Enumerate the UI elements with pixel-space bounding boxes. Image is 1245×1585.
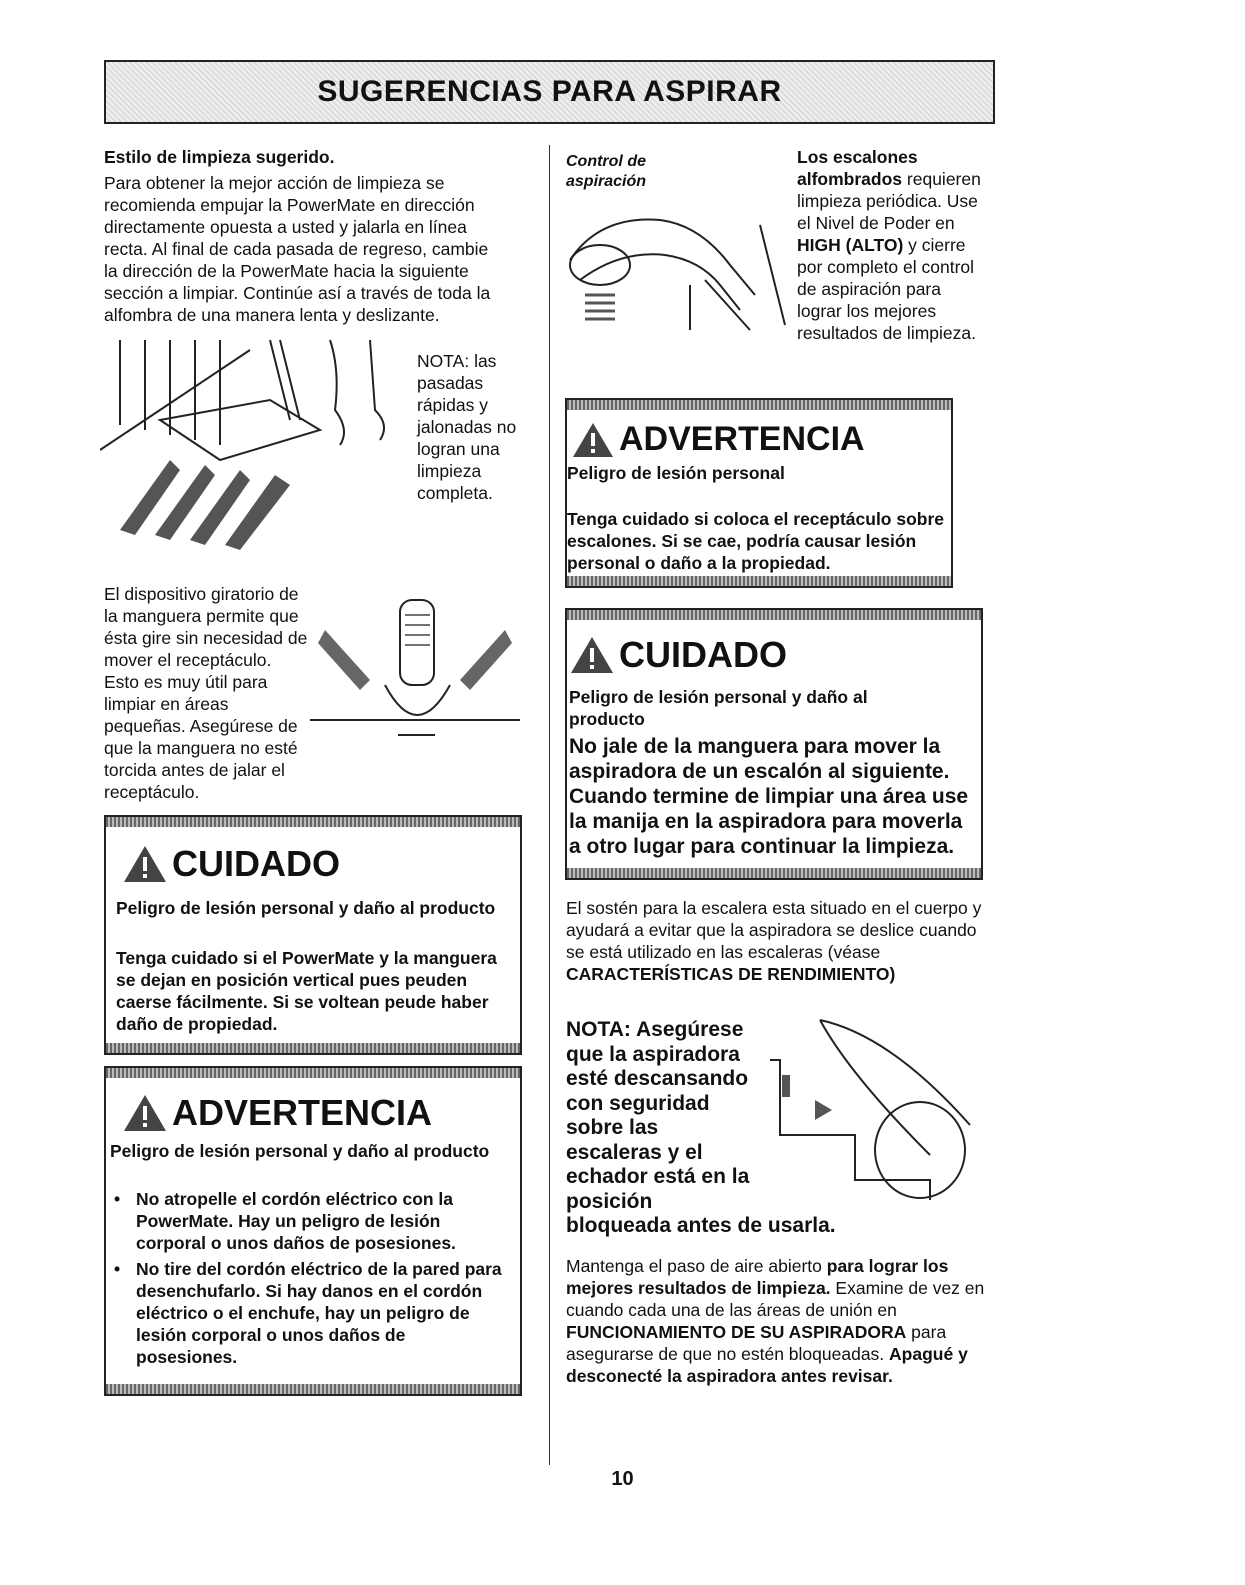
- caution-text: No jale de la manguera para mover la aspiradora de un escalón al siguiente. Cuando termine de limpiar una área use la manija en la aspiradora para moverla a otro lugar para continuar la limpieza.: [569, 735, 969, 858]
- nota-block: [417, 350, 527, 504]
- holder-text: El sostén para la escalera esta situado en el cuerpo y ayudará a evitar que la aspiradora se deslice cuando se está utilizado en las escaleras (véase CARACTERÍSTICAS DE RENDIMIENTO): [566, 898, 982, 984]
- suction-control-illustration: [560, 185, 790, 335]
- style-text: Para obtener la mejor acción de limpieza se recomienda empujar la PowerMate en dirección directamente opuesta a usted y jalarla en línea recta. Al final de cada pasada de regreso, cambie la dirección de la PowerMate hacia la siguiente sección a limpiar. Continúe así a través de toda la alfombra de una manera lenta y deslizante.: [104, 173, 491, 325]
- column-divider: [549, 145, 550, 1465]
- nota-label: NOTA:: [417, 351, 470, 371]
- control-label: Control de aspiración: [566, 153, 647, 190]
- caution-box-right: [565, 608, 983, 880]
- caution-text: Tenga cuidado si el PowerMate y la manguera se dejan en posición vertical pues peuden caerse fácilmente. Si se voltean peude haber daño de propiedad.: [116, 948, 497, 1034]
- warning-text: Tenga cuidado si coloca el receptáculo sobre escalones. Si se cae, podría causar lesión personal o daño a la propiedad.: [567, 509, 945, 573]
- warning-heading: ADVERTENCIA: [571, 420, 865, 459]
- powermate-carpet-illustration: [100, 330, 400, 555]
- style-title: Estilo de limpieza sugerido.: [104, 147, 335, 167]
- caution-subtitle: Peligro de lesión personal y daño al producto: [116, 898, 496, 918]
- warning-triangle-icon: [122, 844, 168, 884]
- page-number: 10: [611, 1468, 634, 1490]
- warning-box-right: [565, 398, 953, 588]
- page-header-banner: [104, 60, 995, 124]
- warning-subtitle: Peligro de lesión personal: [567, 463, 785, 483]
- warning-list: [110, 1188, 505, 1372]
- stairs-text: Los escalones alfombrados requieren limpieza periódica. Use el Nivel de Poder en HIGH (ALTO) y cierre por completo el control de aspiración para lograr los mejores resultados de limpieza.: [797, 147, 981, 343]
- hose-swivel-illustration: [310, 595, 525, 755]
- stair-holder-illustration: [760, 1015, 985, 1205]
- warning-box-left: [104, 1066, 522, 1396]
- caution-heading: CUIDADO: [569, 634, 787, 676]
- page-title: SUGERENCIAS PARA ASPIRAR: [317, 75, 782, 108]
- warning-triangle-icon: [569, 635, 615, 675]
- warning-subtitle: Peligro de lesión personal y daño al producto: [110, 1141, 490, 1161]
- warning-heading: ADVERTENCIA: [122, 1092, 432, 1134]
- caution-heading: CUIDADO: [122, 843, 340, 885]
- warning-triangle-icon: [122, 1093, 168, 1133]
- warning-triangle-icon: [571, 421, 615, 459]
- nota-stairs: NOTA: Asegúrese que la aspiradora esté descansando con seguridad sobre las escaleras y el echador está en la posición bloqueada antes de usarla.: [566, 1018, 836, 1237]
- caution-box-left: [104, 815, 522, 1055]
- airflow-text: Mantenga el paso de aire abierto para lograr los mejores resultados de limpieza. Examine de vez en cuando cada una de las áreas de unión en FUNCIONAMIENTO DE SU ASPIRADORA para asegurarse de que no estén bloqueadas. Apagué y desconecté la aspiradora antes revisar.: [566, 1256, 985, 1386]
- nota-text: las pasadas rápidas y jalonadas no logran una limpieza completa.: [417, 351, 517, 503]
- list-item: • No atropelle el cordón eléctrico con la PowerMate. Hay un peligro de lesión corporal o unos daños de posesiones.: [110, 1188, 505, 1254]
- list-item: • No tire del cordón eléctrico de la pared para desenchufarlo. Si hay danos en el cordón eléctrico o el enchufe, hay un peligro de lesión corporal o unos daños de posesiones.: [110, 1258, 505, 1368]
- swivel-text: El dispositivo giratorio de la manguera permite que ésta gire sin necesidad de mover el receptáculo. Esto es muy útil para limpiar en áreas pequeñas. Asegúrese de que la manguera no esté torcida antes de jalar el receptáculo.: [104, 584, 308, 802]
- caution-subtitle: Peligro de lesión personal y daño al producto: [569, 687, 868, 729]
